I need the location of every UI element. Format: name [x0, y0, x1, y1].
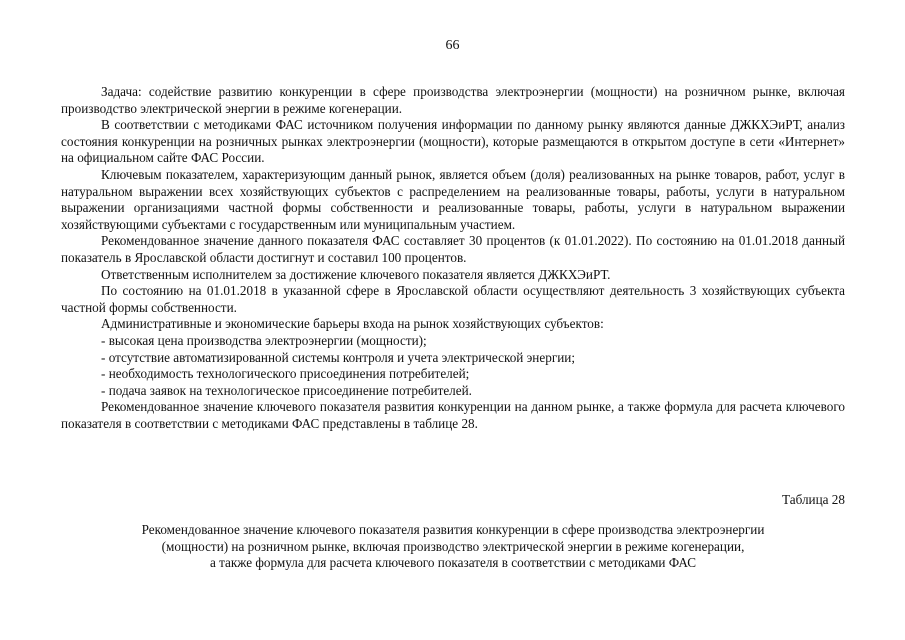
paragraph-key-indicator: Ключевым показателем, характеризующим данный рынок, является объем (доля) реализованных на рынке товаров, работ, услуг в натуральном выражении всех хозяйствующих субъектов с распределением на реализованные товары, работы, услуги в натуральном выражении организациями частной формы собственности и реализованные товары, работы, услуги в натуральном выражении хозяйствующими субъектами с государственным или муниципальным участием.	[61, 166, 845, 232]
document-body	[61, 84, 845, 432]
paragraph-barriers-heading: Административные и экономические барьеры входа на рынок хозяйствующих субъектов:	[101, 316, 604, 332]
table-title-line: а также формула для расчета ключевого показателя в соответствии с методиками ФАС	[209, 555, 697, 571]
page-number: 66	[445, 38, 460, 53]
paragraph-responsible: Ответственным исполнителем за достижение ключевого показателя является ДЖКХЭиРТ.	[101, 266, 611, 282]
table-title-line: Рекомендованное значение ключевого показателя развития конкуренции в сфере производства электроэнергии	[141, 522, 765, 537]
paragraph-table-reference: Рекомендованное значение ключевого показателя развития конкуренции на данном рынке, а также формула для расчета ключевого показателя в соответствии с методиками ФАС представлены в таблице 28.	[61, 399, 845, 431]
list-item-barrier: - отсутствие автоматизированной системы контроля и учета электрической энергии;	[101, 349, 576, 365]
table-caption: Таблица 28	[782, 492, 845, 507]
paragraph-market-state: По состоянию на 01.01.2018 в указанной сфере в Ярославской области осуществляют деятельность 3 хозяйствующих субъекта частной формы собственности.	[61, 283, 845, 315]
list-item-barrier: - подача заявок на технологическое присоединение потребителей.	[101, 382, 472, 398]
table-title	[61, 522, 845, 572]
list-item-barrier: - высокая цена производства электроэнергии (мощности);	[101, 332, 427, 348]
list-item-barrier: - необходимость технологического присоединения потребителей;	[101, 366, 470, 382]
paragraph-info-source: В соответствии с методиками ФАС источником получения информации по данному рынку являются данные ДЖКХЭиРТ, анализ состояния конкуренции на розничных рынках электроэнергии (мощности), которые размещаются в открытом доступе в сети «Интернет» на официальном сайте ФАС России.	[61, 117, 845, 166]
paragraph-recommended-value: Рекомендованное значение данного показателя ФАС составляет 30 процентов (к 01.01.2022). По состоянию на 01.01.2018 данный показатель в Ярославской области достигнут и составил 100 процентов.	[61, 233, 845, 265]
table-title-line: (мощности) на розничном рынке, включая производство электрической энергии в режиме когенерации,	[161, 538, 745, 554]
paragraph-task: Задача: содействие развитию конкуренции в сфере производства электроэнергии (мощности) на розничном рынке, включая производство электрической энергии в режиме когенерации.	[61, 84, 845, 116]
